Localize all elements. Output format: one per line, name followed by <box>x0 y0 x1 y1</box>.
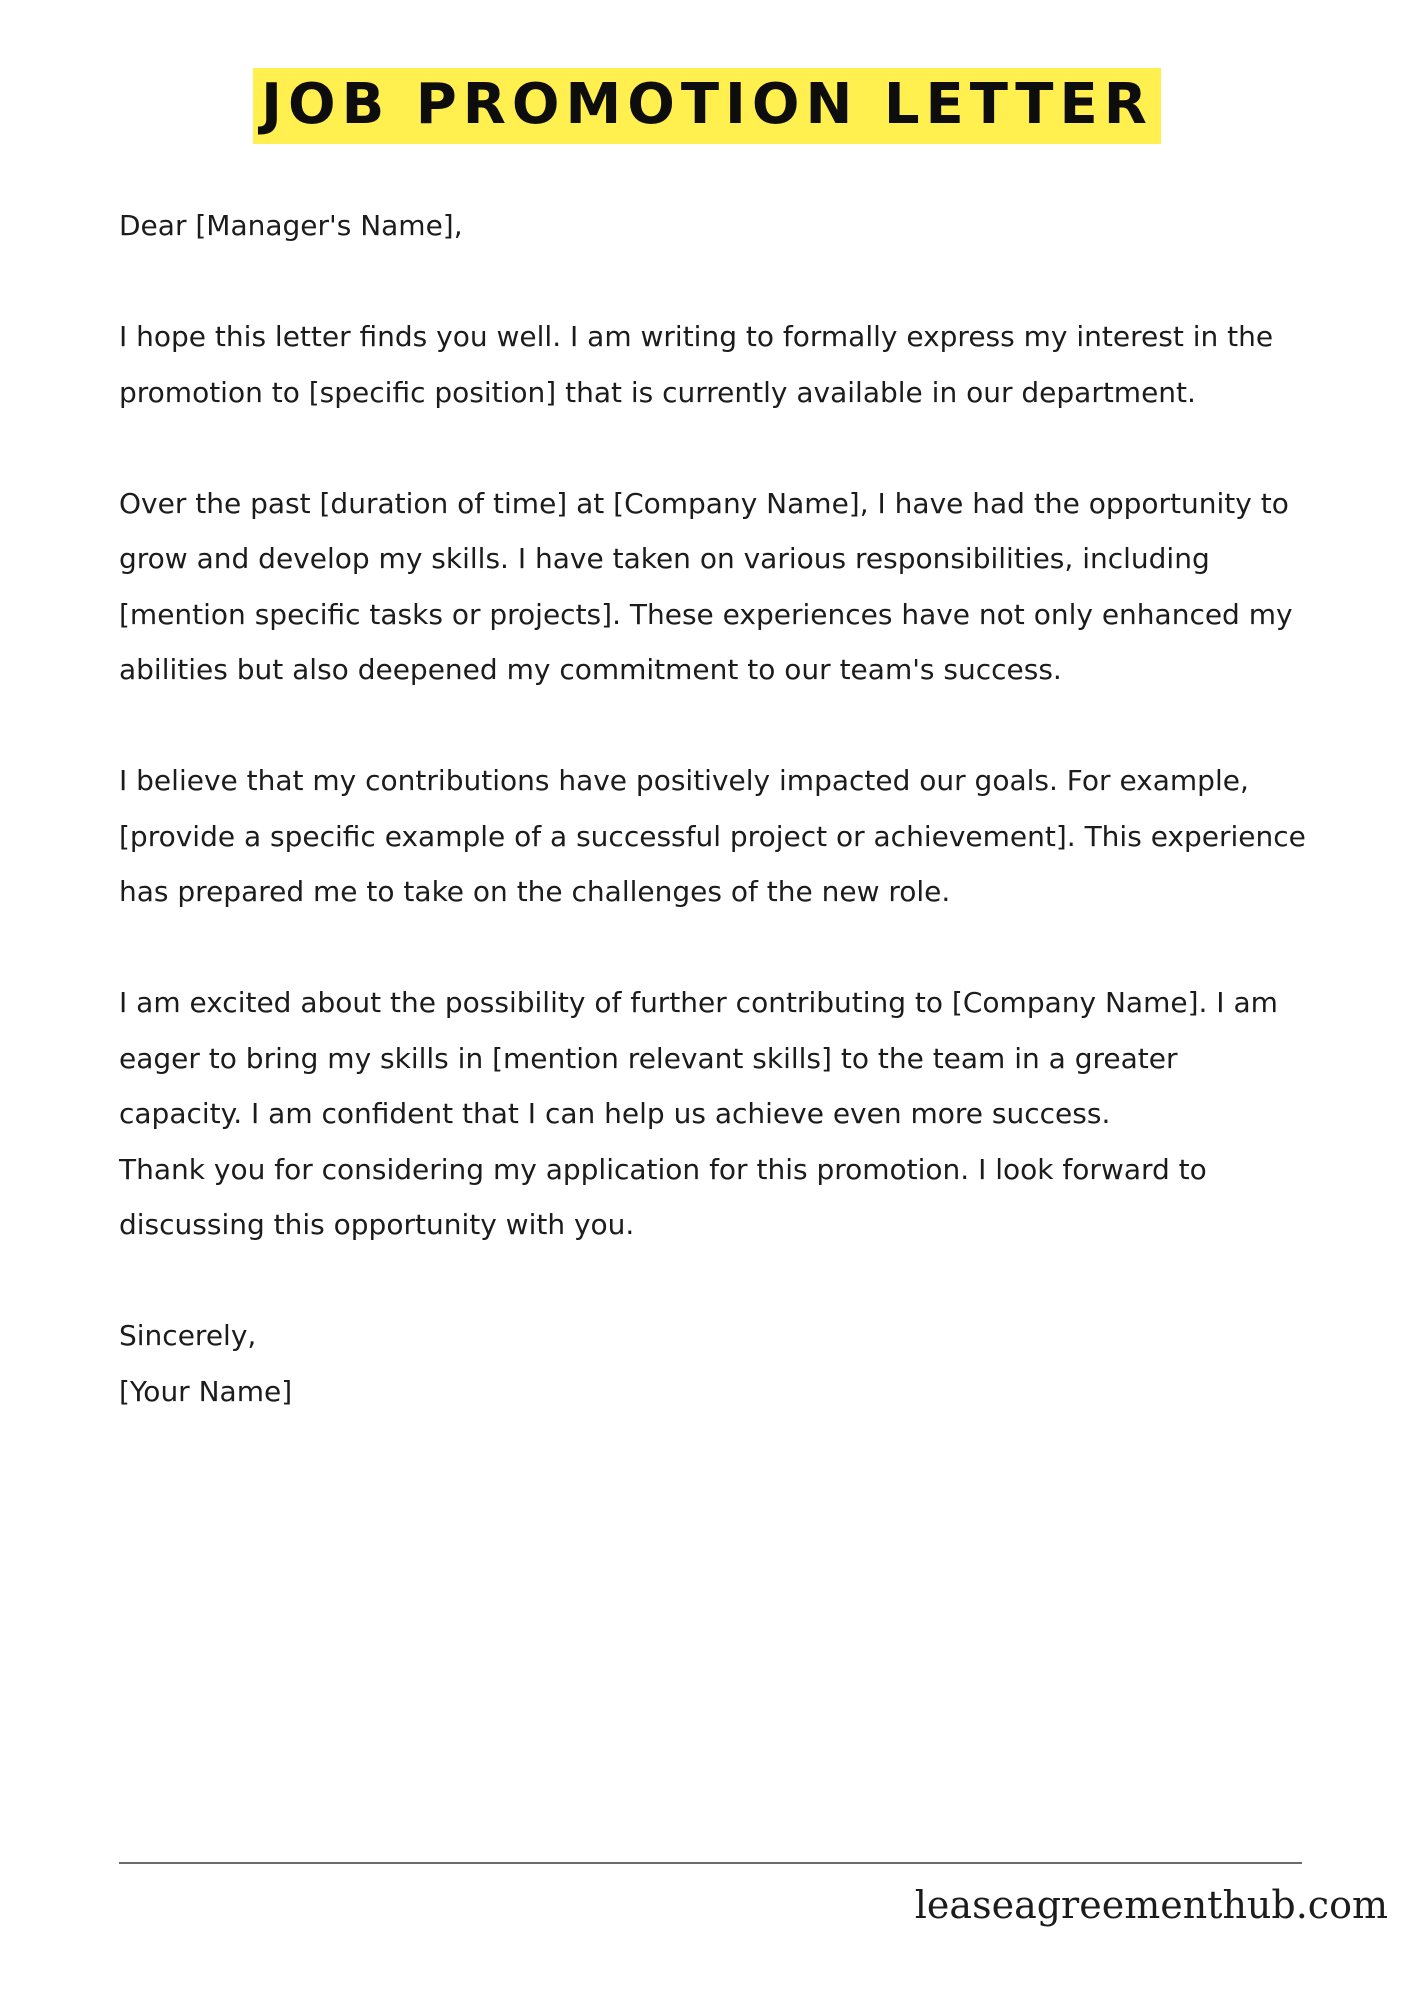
title-container <box>0 68 1414 144</box>
footer-site-name: leaseagreementhub.com <box>914 1883 1388 1927</box>
paragraph-intro: I hope this letter finds you well. I am writing to formally express my interest in the promotion to [specific position] that is currently available in our department. <box>119 320 1274 409</box>
salutation: Dear [Manager's Name], <box>119 209 463 242</box>
paragraph-contributions: I believe that my contributions have positively impacted our goals. For example, [provide a specific example of a successful project or achievement]. This experience has prepared me to take on the challenges of the new role. <box>119 764 1306 908</box>
paragraph-thanks: Thank you for considering my application for this promotion. I look forward to discussing this opportunity with you. <box>119 1152 1207 1241</box>
footer-divider <box>119 1862 1302 1864</box>
paragraph-excitement: I am excited about the possibility of further contributing to [Company Name]. I am eager to bring my skills in [mention relevant skills] to the team in a greater capacity. I am confident that I can help us achieve even more success. <box>119 986 1278 1130</box>
closing: Sincerely, <box>119 1319 257 1352</box>
page-title: JOB PROMOTION LETTER <box>253 68 1161 144</box>
signature-name: [Your Name] <box>119 1374 293 1408</box>
letter-body <box>119 198 1309 1419</box>
paragraph-experience: Over the past [duration of time] at [Company Name], I have had the opportunity to grow and develop my skills. I have taken on various responsibilities, including [mention specific tasks or projects]. These experiences have not only enhanced my abilities but also deepened my commitment to our team's success. <box>119 486 1293 686</box>
